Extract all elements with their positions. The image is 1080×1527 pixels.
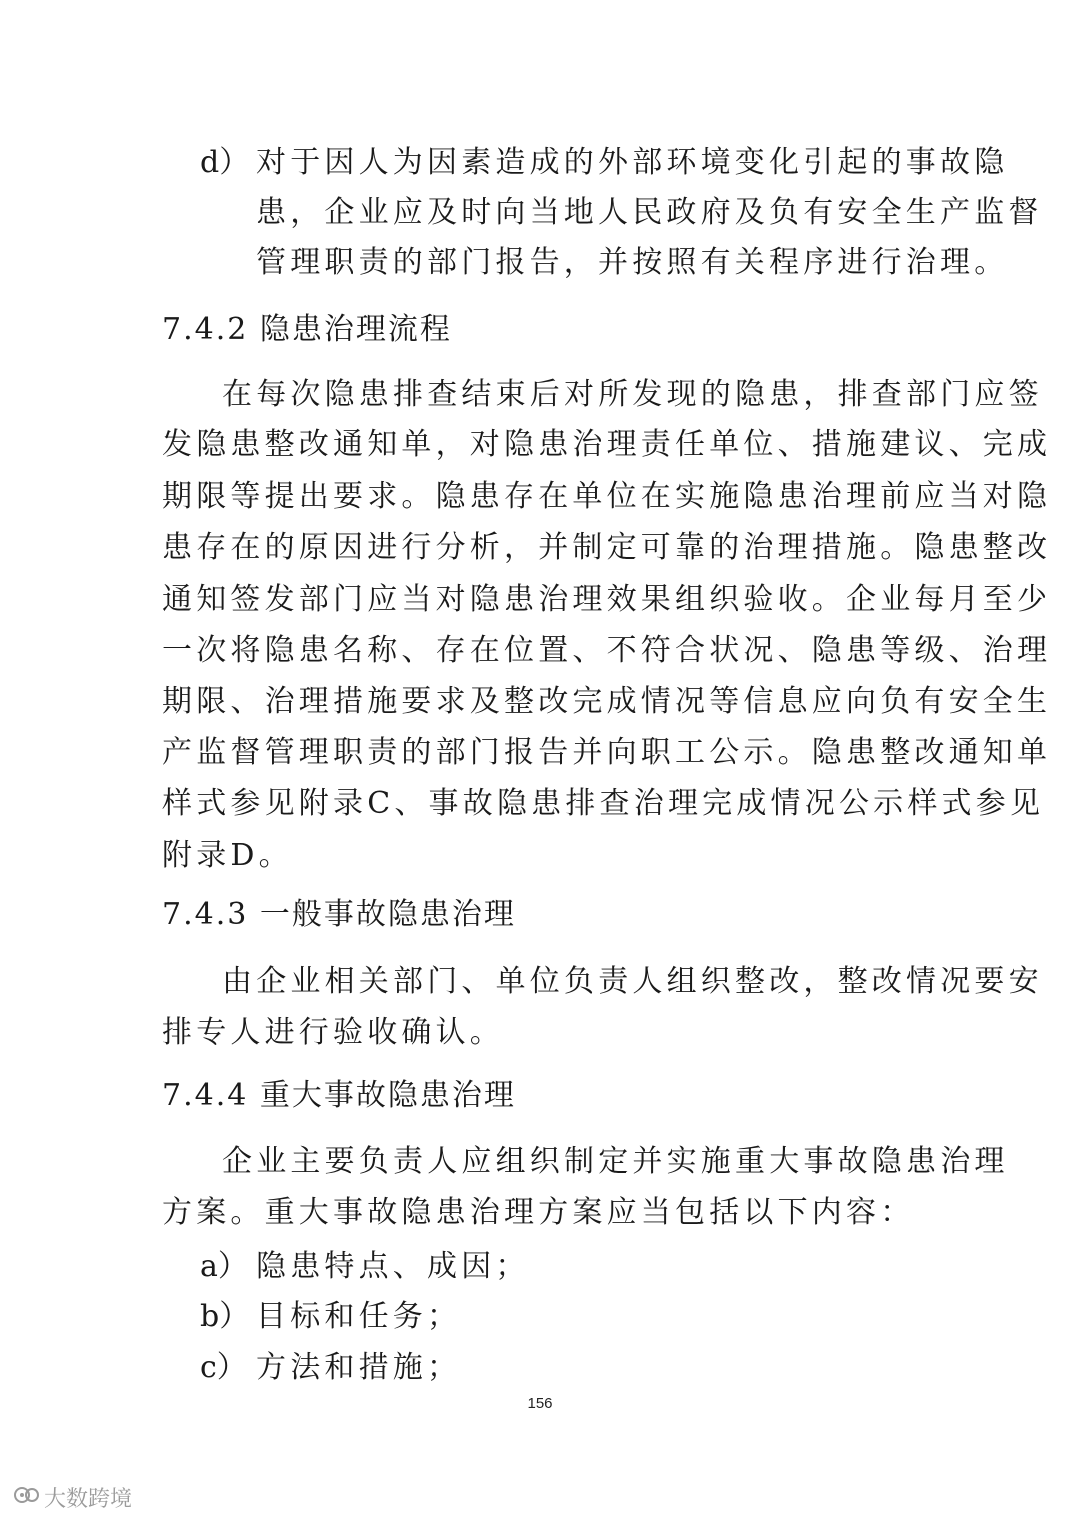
list-item-a: 隐患特点、成因； xyxy=(256,1249,530,1284)
paragraph-742-line: 附录D。 xyxy=(162,838,293,873)
item-d-line-2: 患，企业应及时向当地人民政府及负有安全生产监督 xyxy=(256,195,1043,230)
paragraph-744-line: 企业主要负责人应组织制定并实施重大事故隐患治理 xyxy=(222,1144,1009,1179)
paragraph-742-line: 样式参见附录C、事故隐患排查治理完成情况公示样式参见 xyxy=(162,786,1045,821)
list-marker-b: b） xyxy=(200,1299,250,1334)
paragraph-742-line: 期限、治理措施要求及整改完成情况等信息应向负有安全生 xyxy=(162,684,1052,719)
list-marker-a: a） xyxy=(200,1249,248,1284)
item-d-line-1: 对于因人为因素造成的外部环境变化引起的事故隐 xyxy=(256,145,1009,180)
paragraph-742-line: 产监督管理职责的部门报告并向职工公示。隐患整改通知单 xyxy=(162,735,1052,770)
paragraph-744-line: 方案。重大事故隐患治理方案应当包括以下内容： xyxy=(162,1195,915,1230)
list-marker-c: c） xyxy=(200,1350,247,1385)
section-heading-743: 7.4.3 一般事故隐患治理 xyxy=(162,897,516,932)
list-item-b: 目标和任务； xyxy=(256,1299,462,1334)
brand-logo-icon xyxy=(14,1484,40,1512)
page-number: 156 xyxy=(527,1395,553,1412)
section-heading-744: 7.4.4 重大事故隐患治理 xyxy=(162,1078,516,1113)
watermark xyxy=(14,1482,132,1513)
paragraph-743-line: 由企业相关部门、单位负责人组织整改，整改情况要安 xyxy=(222,964,1043,999)
list-item-c: 方法和措施； xyxy=(256,1350,462,1385)
paragraph-742-line: 在每次隐患排查结束后对所发现的隐患，排查部门应签 xyxy=(222,377,1043,412)
item-d-line-3: 管理职责的部门报告，并按照有关程序进行治理。 xyxy=(256,245,1009,280)
list-marker-d: d） xyxy=(200,145,250,180)
paragraph-742-line: 通知签发部门应当对隐患治理效果组织验收。企业每月至少 xyxy=(162,582,1052,617)
paragraph-743-line: 排专人进行验收确认。 xyxy=(162,1015,504,1050)
paragraph-742-line: 期限等提出要求。隐患存在单位在实施隐患治理前应当对隐 xyxy=(162,479,1052,514)
paragraph-742-line: 一次将隐患名称、存在位置、不符合状况、隐患等级、治理 xyxy=(162,633,1052,668)
paragraph-742-line: 发隐患整改通知单，对隐患治理责任单位、措施建议、完成 xyxy=(162,427,1052,462)
watermark-text: 大数跨境 xyxy=(44,1486,133,1511)
section-heading-742: 7.4.2 隐患治理流程 xyxy=(162,312,452,347)
paragraph-742-line: 患存在的原因进行分析，并制定可靠的治理措施。隐患整改 xyxy=(162,530,1052,565)
